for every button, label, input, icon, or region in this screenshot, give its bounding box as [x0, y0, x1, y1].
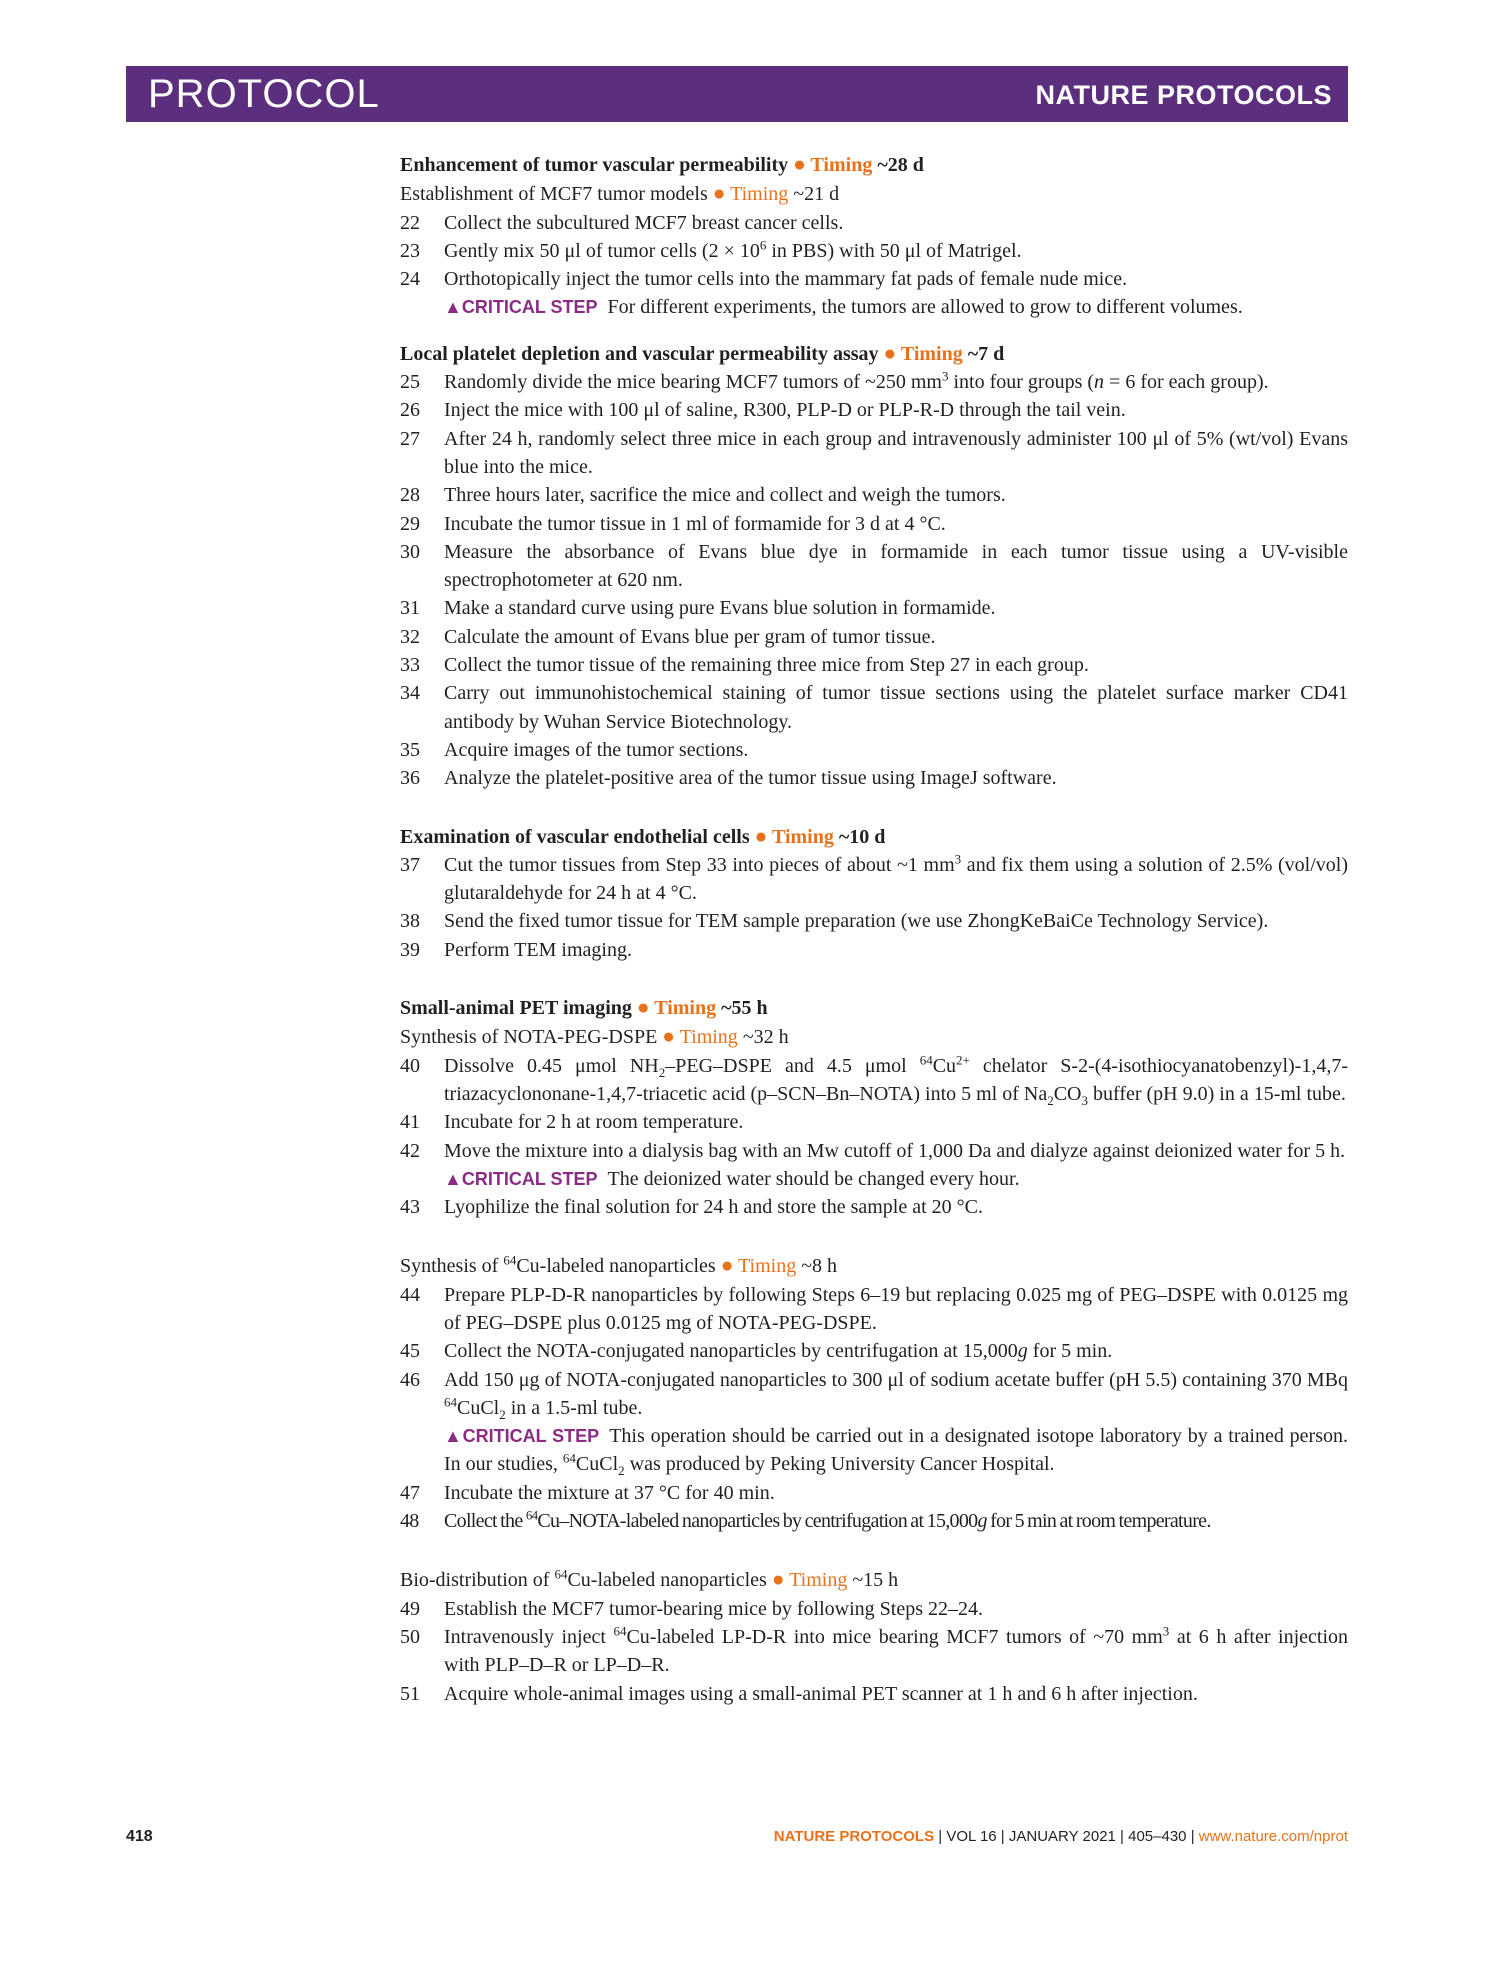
- timing-dot-icon: ●: [883, 340, 897, 365]
- timing-dot-icon: ●: [754, 823, 768, 848]
- procedure-step: 27 After 24 h, randomly select three mice in each group and intravenously administer 100 μl of 5% (wt/vol) Evans blue into the mice.: [400, 427, 1348, 478]
- procedure-step: 37 Cut the tumor tissues from Step 33 into pieces of about ~1 $mm^3$ and fix them using a solution of 2.5% (vol/vol) glutaraldehyde for 24 h at 4 °C.: [400, 851, 1348, 905]
- procedure-step: 23 Gently mix 50 μl of tumor cells ($2 \times 10^6$ in PBS) with 50 μl of Matrigel.: [400, 237, 1022, 262]
- critical-step-note: ▲CRITICAL STEP The deionized water should be changed every hour.: [444, 1167, 1020, 1190]
- procedure-step: 47 Incubate the mixture at 37 °C for 40 min.: [400, 1481, 775, 1504]
- procedure-step: 36 Analyze the platelet-positive area of the tumor tissue using ImageJ software.: [400, 767, 1057, 790]
- procedure-step: 39 Perform TEM imaging.: [400, 938, 632, 961]
- procedure-step: 46 Add 150 μg of NOTA-conjugated nanoparticles to 300 μl of sodium acetate buffer (pH 5.5) containing 370 MBq $^{64}$CuCl$_2$ in a 1.5-ml tube.: [400, 1368, 1348, 1422]
- procedure-step: 45 Collect the NOTA-conjugated nanoparticles by centrifugation at 15,000g for 5 min.: [400, 1340, 1113, 1363]
- header-section-label: PROTOCOL: [148, 72, 380, 116]
- procedure-step: 41 Incubate for 2 h at room temperature.: [400, 1111, 744, 1134]
- article-body: [400, 150, 1348, 1708]
- timing-dot-icon: ●: [636, 995, 650, 1020]
- subsection-heading: Bio-distribution of $^{64}$Cu-labeled nanoparticles ● Timing ~15 h: [400, 1566, 899, 1592]
- procedure-step: 29 Incubate the tumor tissue in 1 ml of formamide for 3 d at 4 °C.: [400, 512, 946, 535]
- header-journal-name: NATURE PROTOCOLS: [1035, 80, 1332, 110]
- timing-dot-icon: ●: [793, 152, 806, 176]
- procedure-step: 22 Collect the subcultured MCF7 breast cancer cells.: [400, 211, 844, 234]
- procedure-step: 42 Move the mixture into a dialysis bag with an Mw cutoff of 1,000 Da and dialyze against deionized water for 5 h.: [400, 1139, 1346, 1162]
- footer-citation: NATURE PROTOCOLS | VOL 16 | JANUARY 2021 | 405–430 | www.nature.com/nprot: [773, 1828, 1348, 1845]
- subsection-heading: Establishment of MCF7 tumor models ● Timing ~21 d: [400, 181, 840, 206]
- footer-journal: NATURE PROTOCOLS: [773, 1828, 935, 1845]
- warning-triangle-icon: ▲: [444, 1426, 463, 1447]
- section-heading: Local platelet depletion and vascular permeability assay ● Timing ~7 d: [400, 340, 1005, 365]
- procedure-step: 26 Inject the mice with 100 μl of saline, R300, PLP-D or PLP-R-D through the tail vein.: [400, 399, 1126, 422]
- procedure-step: 49 Establish the MCF7 tumor-bearing mice by following Steps 22–24.: [400, 1597, 983, 1620]
- procedure-step: 30 Measure the absorbance of Evans blue dye in formamide in each tumor tissue using a UV-visible spectrophotometer at 620 nm.: [400, 540, 1348, 592]
- page-number: 418: [126, 1828, 153, 1845]
- critical-step-note: ▲CRITICAL STEP This operation should be carried out in a designated isotope laboratory by a trained person. In our studies, $^{64}$CuCl$_2$ was produced by Peking University Cancer Hospital.: [444, 1425, 1348, 1479]
- procedure-step: 38 Send the fixed tumor tissue for TEM sample preparation (we use ZhongKeBaiCe Technology Service).: [400, 910, 1269, 933]
- procedure-step: 43 Lyophilize the final solution for 24 h and store the sample at 20 °C.: [400, 1196, 984, 1219]
- subsection-heading: Synthesis of $^{64}$Cu-labeled nanoparticles ● Timing ~8 h: [400, 1252, 838, 1278]
- footer-date: JANUARY 2021: [1008, 1828, 1116, 1845]
- timing-dot-icon: ●: [771, 1567, 785, 1592]
- procedure-step: 51 Acquire whole-animal images using a small-animal PET scanner at 1 h and 6 h after injection.: [400, 1682, 1198, 1705]
- timing-dot-icon: ●: [712, 181, 726, 206]
- section-heading: Small-animal PET imaging ● Timing ~55 h: [400, 995, 768, 1020]
- procedure-step: 48 Collect the $^{64}$Cu–NOTA-labeled nanoparticles by centrifugation at 15,000g for 5 min at room temperature.: [400, 1507, 1211, 1533]
- footer-pages: 405–430: [1128, 1828, 1187, 1845]
- procedure-step: 24 Orthotopically inject the tumor cells into the mammary fat pads of female nude mice.: [400, 268, 1128, 291]
- critical-step-note: ▲CRITICAL STEP For different experiments, the tumors are allowed to grow to different volumes.: [444, 296, 1243, 319]
- procedure-step: 50 Intravenously inject $^{64}$Cu-labeled LP-D-R into mice bearing MCF7 tumors of ~70 $mm^3$ at 6 h after injection with PLP–D–R or LP–D–R.: [400, 1623, 1348, 1677]
- warning-triangle-icon: ▲: [444, 297, 462, 318]
- procedure-step: 31 Make a standard curve using pure Evans blue solution in formamide.: [400, 597, 996, 620]
- subsection-heading: Synthesis of NOTA-PEG-DSPE ● Timing ~32 h: [400, 1024, 789, 1049]
- section-heading: Enhancement of tumor vascular permeability ● Timing ~28 d: [400, 152, 924, 176]
- procedure-step: 44 Prepare PLP-D-R nanoparticles by following Steps 6–19 but replacing 0.025 mg of PEG–DSPE with 0.0125 mg of PEG–DSPE plus 0.0125 mg of NOTA-PEG-DSPE.: [400, 1283, 1348, 1334]
- procedure-step: 25 Randomly divide the mice bearing MCF7 tumors of ~250 $mm^3$ into four groups (n = 6 for each group).: [400, 368, 1269, 394]
- procedure-step: 32 Calculate the amount of Evans blue per gram of tumor tissue.: [400, 625, 936, 648]
- procedure-step: 33 Collect the tumor tissue of the remaining three mice from Step 27 in each group.: [400, 654, 1089, 677]
- procedure-step: 35 Acquire images of the tumor sections.: [400, 738, 749, 761]
- timing-dot-icon: ●: [720, 1253, 734, 1278]
- section-heading: Examination of vascular endothelial cells ● Timing ~10 d: [400, 823, 886, 848]
- procedure-step: 40 Dissolve 0.45 μmol $NH_2-PEG$–DSPE and 4.5 μmol $^{64}Cu^{2+}$ chelator S-2-(4-isothiocyanatobenzyl)-1,4,7-triazacyclononane-1,4,7-triacetic acid (p–SCN–Bn–NOTA) into 5 ml of $Na_2CO_3$ buffer (pH 9.0) in a 15-ml tube.: [400, 1051, 1348, 1108]
- procedure-step: 34 Carry out immunohistochemical staining of tumor tissue sections using the platelet surface marker CD41 antibody by Wuhan Service Biotechnology.: [400, 682, 1348, 733]
- footer-volume: VOL 16: [946, 1828, 997, 1845]
- warning-triangle-icon: ▲: [444, 1168, 462, 1189]
- footer-url-link[interactable]: www.nature.com/nprot: [1198, 1828, 1348, 1845]
- timing-dot-icon: ●: [662, 1024, 675, 1049]
- procedure-step: 28 Three hours later, sacrifice the mice and collect and weigh the tumors.: [400, 484, 1006, 507]
- header-bar: [126, 66, 1348, 122]
